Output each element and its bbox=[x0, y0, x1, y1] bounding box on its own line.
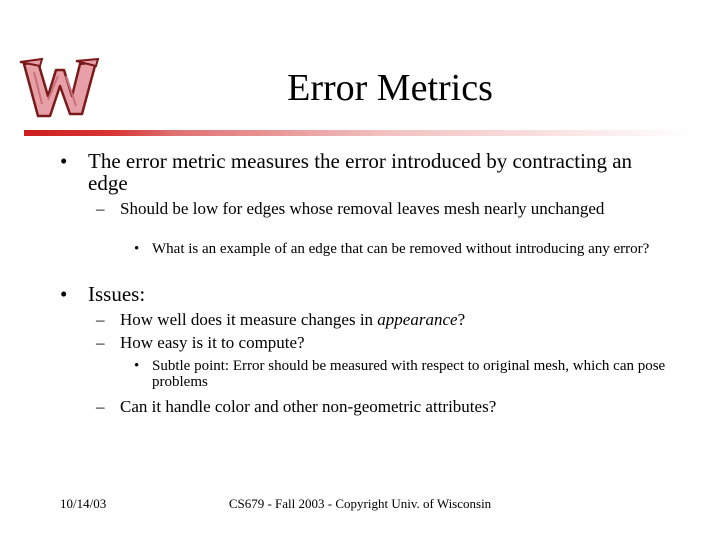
sub-bullet-text: Can it handle color and other non-geometric attributes? bbox=[120, 397, 497, 416]
bullet-issues bbox=[60, 283, 640, 305]
sub-bullet-text: Should be low for edges whose removal leaves mesh nearly unchanged bbox=[120, 199, 605, 218]
dash-marker: – bbox=[96, 199, 105, 218]
emphasis-appearance: appearance bbox=[377, 310, 458, 329]
subsub-bullet-subtle-point bbox=[134, 358, 694, 390]
bullet-text: Issues: bbox=[88, 282, 146, 306]
slide-title: Error Metrics bbox=[287, 67, 493, 109]
bullet-marker: • bbox=[134, 241, 140, 257]
footer-copyright: CS679 - Fall 2003 - Copyright Univ. of Wisconsin bbox=[228, 496, 492, 511]
bullet-marker: • bbox=[134, 358, 140, 374]
bullet-marker: • bbox=[60, 149, 68, 173]
sub-bullet-appearance bbox=[96, 311, 656, 329]
dash-marker: – bbox=[96, 397, 105, 416]
bullet-marker: • bbox=[60, 282, 68, 306]
sub-bullet-text-post: ? bbox=[457, 310, 466, 329]
title-underline bbox=[24, 130, 696, 136]
sub-bullet-low-for-edges bbox=[96, 200, 636, 218]
bullet-error-metric bbox=[60, 150, 640, 194]
subsub-bullet-example-edge bbox=[134, 241, 694, 257]
wisconsin-w-logo bbox=[18, 42, 100, 122]
subsub-bullet-text: What is an example of an edge that can be removed without introducing any error? bbox=[152, 241, 650, 257]
bullet-text: The error metric measures the error introduced by contracting an edge bbox=[88, 149, 633, 195]
dash-marker: – bbox=[96, 310, 105, 329]
sub-bullet-text: How easy is it to compute? bbox=[120, 333, 305, 352]
sub-bullet-text-pre: How well does it measure changes in bbox=[120, 310, 378, 329]
subsub-bullet-text: Subtle point: Error should be measured with respect to original mesh, which can pose problems bbox=[152, 358, 666, 390]
footer-date: 10/14/03 bbox=[60, 496, 107, 511]
sub-bullet-compute bbox=[96, 334, 656, 352]
sub-bullet-color-attributes bbox=[96, 398, 676, 416]
dash-marker: – bbox=[96, 333, 105, 352]
